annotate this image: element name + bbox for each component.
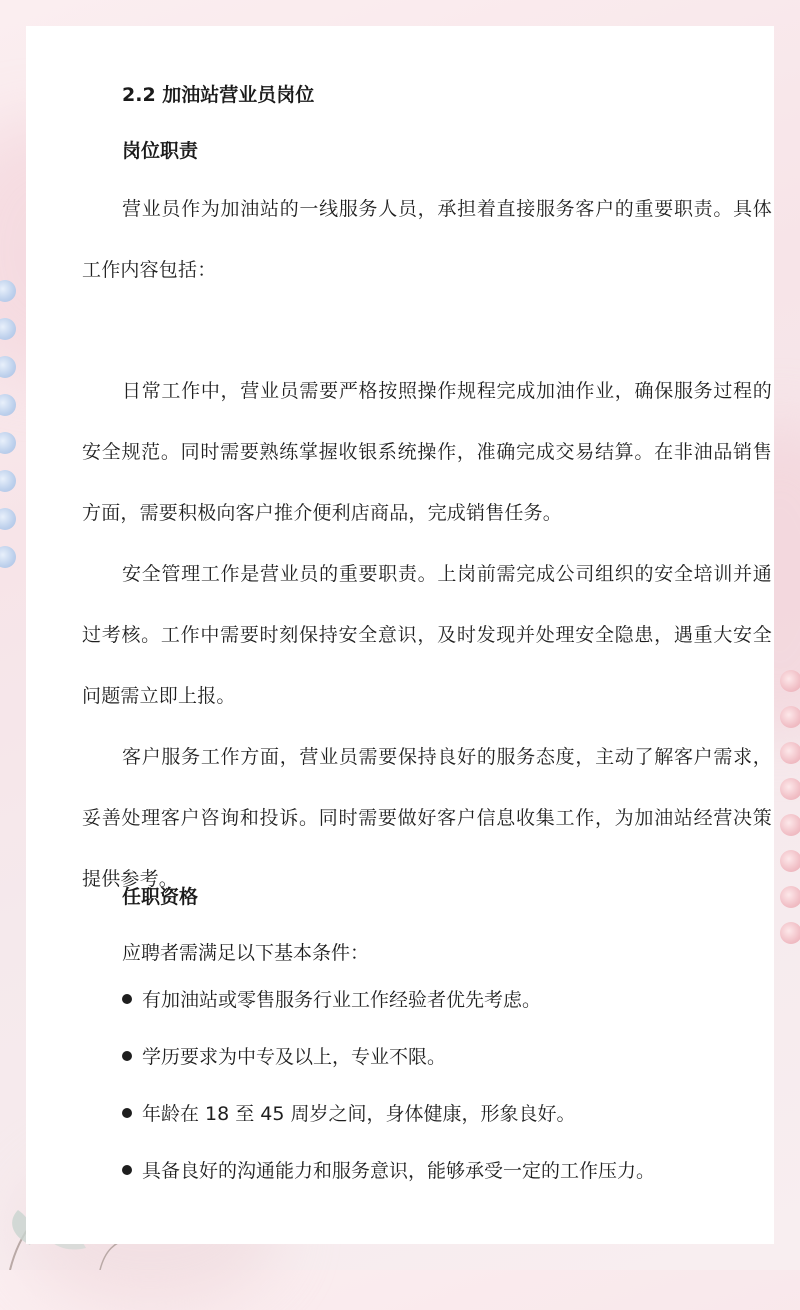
qualifications-list [122, 972, 655, 1200]
duties-paragraph-1: 日常工作中，营业员需要严格按照操作规程完成加油作业，确保服务过程的安全规范。同时需要熟练掌握收银系统操作，准确完成交易结算。在非油品销售方面，需要积极向客户推介便利店商品，完成销售任务。 [82, 380, 772, 524]
section-title: 2.2 加油站营业员岗位 [122, 84, 315, 106]
bullet-icon [122, 994, 132, 1004]
decorative-dots-left [0, 280, 20, 580]
qualifications-heading: 任职资格 [122, 886, 199, 908]
bullet-icon [122, 1108, 132, 1118]
document-card [26, 26, 774, 1244]
bullet-icon [122, 1051, 132, 1061]
list-item: 具备良好的沟通能力和服务意识，能够承受一定的工作压力。 [122, 1143, 655, 1200]
duties-intro: 营业员作为加油站的一线服务人员，承担着直接服务客户的重要职责。具体工作内容包括： [82, 198, 772, 281]
bullet-icon [122, 1165, 132, 1175]
decorative-dots-right [780, 670, 800, 970]
qualifications-intro: 应聘者需满足以下基本条件： [122, 942, 370, 964]
list-item: 年龄在 18 至 45 周岁之间，身体健康，形象良好。 [122, 1086, 655, 1143]
duties-paragraph-2: 安全管理工作是营业员的重要职责。上岗前需完成公司组织的安全培训并通过考核。工作中需要时刻保持安全意识，及时发现并处理安全隐患，遇重大安全问题需立即上报。 [82, 563, 772, 707]
duties-paragraph-3: 客户服务工作方面，营业员需要保持良好的服务态度，主动了解客户需求，妥善处理客户咨询和投诉。同时需要做好客户信息收集工作，为加油站经营决策提供参考。 [82, 746, 772, 890]
list-item: 学历要求为中专及以上，专业不限。 [122, 1029, 655, 1086]
list-item: 有加油站或零售服务行业工作经验者优先考虑。 [122, 972, 655, 1029]
duties-heading: 岗位职责 [122, 140, 199, 162]
